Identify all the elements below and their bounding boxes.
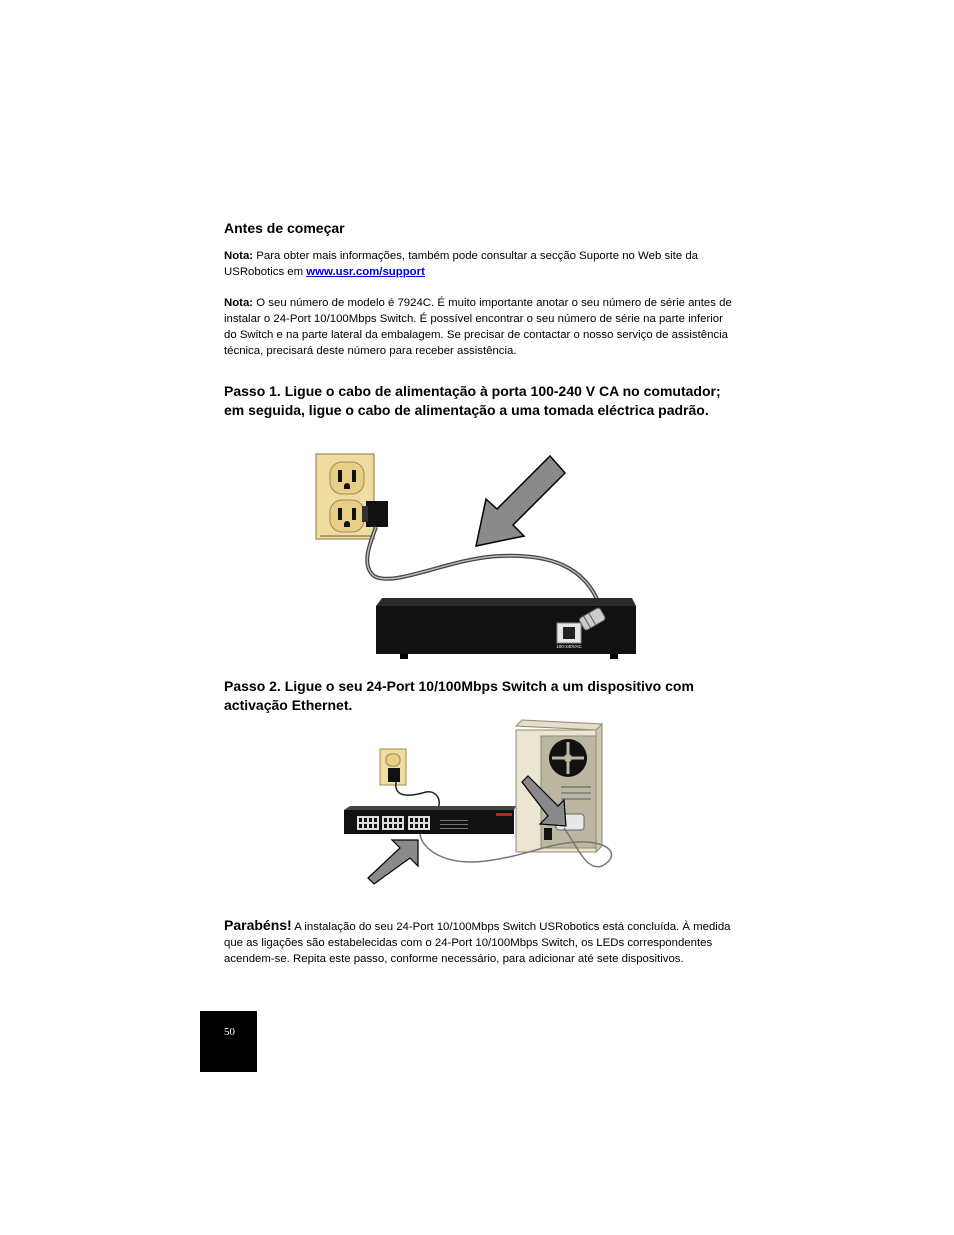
arrow-icon <box>368 840 418 884</box>
network-switch-icon <box>344 806 516 834</box>
page-number-box <box>200 1011 257 1072</box>
wall-outlet-icon <box>316 454 374 539</box>
step1-power-illustration <box>310 448 650 663</box>
arrow-icon <box>476 456 565 546</box>
note-text: Para obter mais informações, também pode consultar a secção Suporte no Web site da USRobotics em <box>224 250 699 278</box>
wall-outlet-icon <box>380 749 406 785</box>
note-text: O seu número de modelo é 7924C. É muito importante anotar o seu número de série antes de instalar o 24-Port 10/100Mbps Switch. É possível encontrar o seu número de série na parte inferior do Switch e na parte lateral da embalagem. Se precisar de contactar o nosso serviço de assistência técnica, precisará deste número para receber assistência. <box>224 297 732 357</box>
network-switch-icon <box>376 598 636 659</box>
power-port-label: 100-240VAC <box>556 644 582 649</box>
note-serial-number <box>224 295 732 359</box>
section-title: Antes de começar <box>224 220 345 236</box>
congratulations-title: Parabéns! <box>224 917 292 933</box>
congratulations-text: A instalação do seu 24-Port 10/100Mbps Switch USRobotics está concluída. À medida que as ligações são estabelecidas com o 24-Port 10/100Mbps Switch, os LEDs correspondentes acendem-se. Repita este passo, conforme necessário, para adicionar até sete dispositivos. <box>224 921 731 965</box>
note-support <box>224 248 729 280</box>
congratulations-paragraph <box>224 917 734 967</box>
step1-heading: Passo 1. Ligue o cabo de alimentação à porta 100-240 V CA no comutador; em seguida, ligue o cabo de alimentação a uma tomada eléctrica padrão. <box>224 383 721 418</box>
step2-heading: Passo 2. Ligue o seu 24-Port 10/100Mbps Switch a um dispositivo com activação Ethernet. <box>224 678 694 713</box>
note-label: Nota: <box>224 297 254 309</box>
note-label: Nota: <box>224 250 254 262</box>
ethernet-ports-icon <box>357 816 430 830</box>
page-number: 50 <box>224 1026 235 1038</box>
step2-connection-illustration <box>336 716 626 888</box>
support-link[interactable]: www.usr.com/support <box>306 266 425 278</box>
